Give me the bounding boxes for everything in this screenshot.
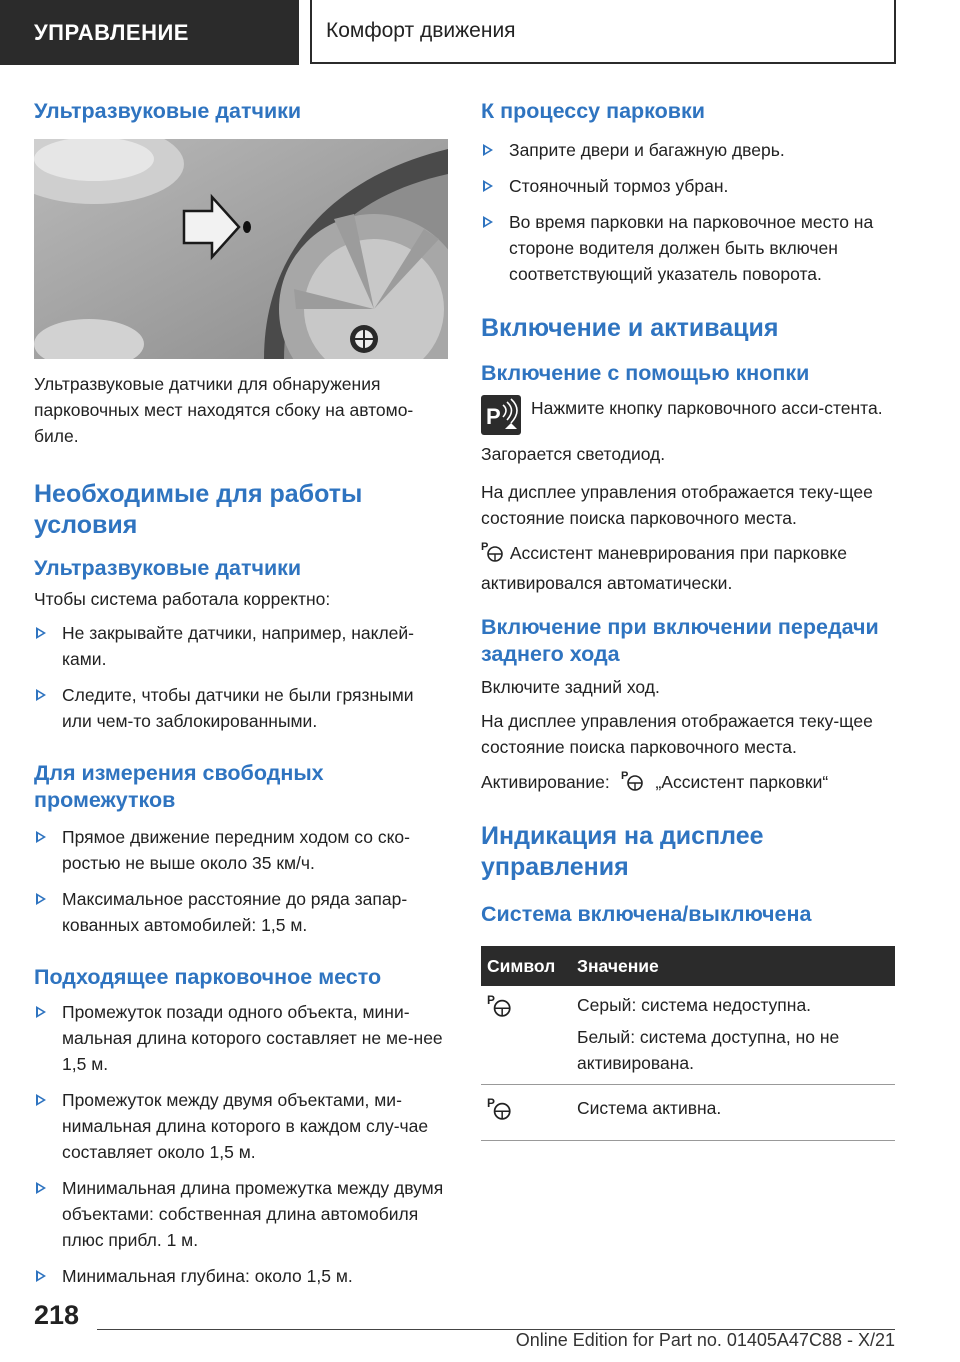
status-table [481,946,895,1141]
meaning-line: Серый: система недоступна. [577,995,812,1016]
page-number: 218 [34,1300,80,1330]
bullet-text: Заприте двери и багажную дверь. [509,139,785,160]
table-header-row [481,946,895,986]
list-item [34,1263,448,1289]
list-item [481,137,895,163]
triangle-bullet-icon [483,180,493,192]
symbol-cell [481,986,571,1085]
triangle-bullet-icon [483,216,493,228]
svg-text:P: P [486,404,501,429]
list-item [34,886,448,938]
list-item [34,824,448,876]
indication-heading: Индикация на дисплее управления [481,821,764,881]
list-item [481,173,895,199]
sensors-heading: Ультразвуковые датчики [34,99,302,123]
sensors-sub-heading: Ультразвуковые датчики [34,556,302,581]
list-item [481,209,895,287]
list-item [34,620,448,672]
activation-heading: Включение и активация [481,313,779,342]
svg-text:P: P [487,1096,495,1111]
triangle-bullet-icon [36,689,46,701]
svg-text:P: P [481,541,489,553]
section-title: УПРАВЛЕНИЕ [34,19,189,45]
svg-text:P: P [487,993,495,1008]
activation-label: Активирование: [481,771,610,792]
sensors-intro: Чтобы система работала корректно: [34,589,331,610]
list-item [34,999,448,1077]
triangle-bullet-icon [36,1006,46,1018]
section-tab [0,0,299,65]
photo-caption: Ультразвуковые датчики для обнаружения парковочных мест находятся сбоку на автомо-биле. [34,373,414,446]
button-instruction [481,395,895,435]
edition-text: Online Edition for Part no. 01405A47C88 - X/21 [515,1330,895,1350]
bullet-text: Минимальная длина промежутка между двумя объектами: собственная длина автомобиля плюс прибл. 1 м. [62,1177,444,1250]
table-row [481,1085,895,1141]
table-row [481,986,895,1085]
svg-text:P: P [620,769,628,782]
bullet-text: Минимальная глубина: около 1,5 м. [62,1265,353,1286]
gap-heading: Для измерения свободных промежутков [34,761,324,813]
activation-value: „Ассистент парковки“ [655,771,829,792]
button-heading: Включение с помощью кнопки [481,361,810,386]
triangle-bullet-icon [36,893,46,905]
button-text: Нажмите кнопку парковочного асси-стента. [531,398,883,418]
bullet-text: Максимальное расстояние до ряда запар-кованных автомобилей: 1,5 м. [62,889,408,935]
bullet-text: Стояночный тормоз убран. [509,175,729,196]
list-item [34,1175,448,1253]
meaning-cell: Система активна. [571,1085,895,1141]
parking-assist-wheel-icon [487,992,513,1025]
process-heading: К процессу парковки [481,99,705,123]
triangle-bullet-icon [36,1270,46,1282]
car-side-image [34,139,448,359]
triangle-bullet-icon [483,144,493,156]
list-item [34,1087,448,1165]
reverse-heading: Включение при включении передачи заднего хода [481,615,879,666]
bullet-text: Не закрывайте датчики, например, наклей-ками. [62,623,414,670]
reverse-text: Включите задний ход. [481,676,660,697]
led-text: Загорается светодиод. [481,444,666,464]
bullet-text: Промежуток позади одного объекта, мини-мальная длина которого составляет не ме-нее 1,5 м. [62,1001,443,1074]
col-symbol: Символ [481,946,571,986]
triangle-bullet-icon [36,1094,46,1106]
left-column [34,98,448,1289]
bullet-text: Промежуток между двумя объектами, ми-нимальная длина которого в каждом слу-чае составляет около 1,5 м. [62,1089,429,1162]
conditions-heading: Необходимые для работы условия [34,479,363,540]
system-heading: Система включена/выключена [481,902,812,927]
triangle-bullet-icon [36,1182,46,1194]
triangle-bullet-icon [36,831,46,843]
assistant-text: P Ассистент маневрирования при парковке активировался автоматически. [481,541,847,593]
bullet-text: Во время парковки на парковочное место на стороне водителя должен быть включен соответствующий указатель поворота. [509,211,874,284]
triangle-bullet-icon [36,627,46,639]
col-meaning: Значение [571,946,895,986]
bullet-text: Прямое движение передним ходом со ско-ростью не выше около 35 км/ч. [62,827,410,873]
spot-heading: Подходящее парковочное место [34,965,382,989]
meaning-cell [571,986,895,1085]
meaning-line: Белый: система доступна, но не активирована. [577,1027,840,1074]
list-item [34,682,448,734]
parking-assist-button-icon [481,395,521,435]
parking-assist-wheel-icon [487,1095,513,1128]
symbol-cell [481,1085,571,1141]
activation-line [481,768,895,799]
display-text-2: На дисплее управления отображается теку-щее состояние поиска парковочного места. [481,710,873,757]
subsection-title: Комфорт движения [326,19,516,42]
bullet-text: Следите, чтобы датчики не были грязными или чем-то заблокированными. [62,685,414,732]
subsection-tab [310,0,896,64]
right-column [481,98,895,1141]
display-text-1: На дисплее управления отображается теку-щее состояние поиска парковочного места. [481,482,873,528]
sensor-photo [34,139,448,359]
parking-assist-wheel-icon [481,539,505,570]
parking-assist-wheel-icon [621,768,645,799]
